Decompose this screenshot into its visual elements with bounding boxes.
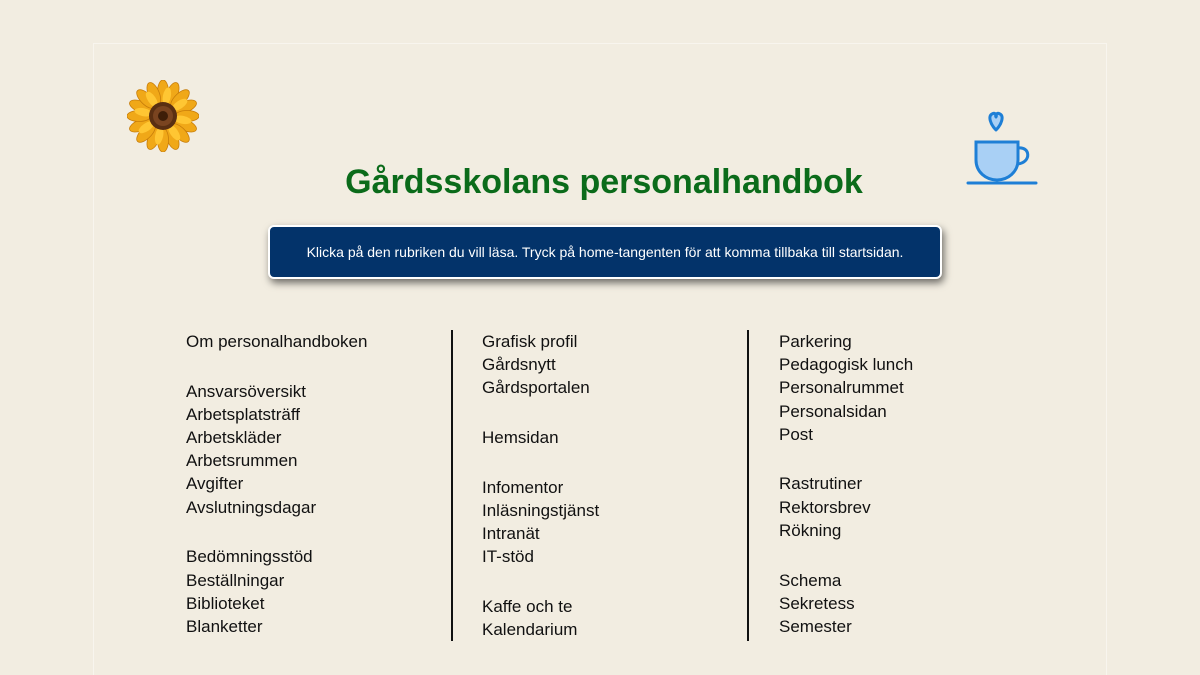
topic-link[interactable]: Rastrutiner	[779, 474, 863, 494]
topic-link[interactable]: Inläsningstjänst	[482, 500, 600, 520]
topic-link[interactable]: Biblioteket	[186, 593, 265, 613]
topic-link[interactable]: Intranät	[482, 524, 540, 544]
topic-link[interactable]: Rökning	[779, 520, 842, 540]
topic-link[interactable]: Parkering	[779, 332, 852, 351]
topic-link[interactable]: Personalsidan	[779, 401, 887, 421]
page-title: Gårdsskolans personalhandbok	[345, 163, 863, 201]
topic-link[interactable]: Hemsidan	[482, 428, 559, 448]
topic-column-2	[482, 330, 732, 641]
topic-link[interactable]: Beställningar	[186, 570, 285, 590]
topic-link[interactable]: Gårdsportalen	[482, 378, 590, 398]
topic-link[interactable]: Arbetskläder	[186, 428, 282, 448]
topic-link[interactable]: IT-stöd	[482, 547, 534, 567]
topic-link[interactable]: Post	[779, 424, 814, 444]
topic-link[interactable]: Avgifter	[186, 474, 244, 494]
topic-link[interactable]: Gårdsnytt	[482, 355, 556, 375]
topic-link[interactable]: Sekretess	[779, 593, 855, 613]
topic-link[interactable]: Om personalhandboken	[186, 332, 368, 351]
topic-link[interactable]: Rektorsbrev	[779, 497, 871, 517]
instruction-text: Klicka på den rubriken du vill läsa. Tryck på home-tangenten för att komma tillbaka till startsidan.	[306, 244, 904, 260]
topic-link[interactable]: Pedagogisk lunch	[779, 355, 914, 375]
topic-link[interactable]: Infomentor	[482, 477, 564, 497]
topic-link[interactable]: Avslutningsdagar	[186, 497, 317, 517]
topic-link[interactable]: Blanketter	[186, 616, 263, 636]
topic-link[interactable]: Kaffe och te	[482, 597, 573, 616]
topic-link[interactable]: Arbetsplatsträff	[186, 404, 301, 424]
instruction-banner	[268, 225, 942, 279]
topic-link[interactable]: Kalendarium	[482, 620, 578, 640]
topic-link[interactable]: Semester	[779, 616, 852, 636]
topic-link[interactable]: Bedömningsstöd	[186, 547, 313, 567]
topic-link[interactable]: Personalrummet	[779, 378, 904, 398]
topic-link[interactable]: Ansvarsöversikt	[186, 381, 306, 401]
column-divider-1	[451, 330, 453, 641]
topic-column-1	[186, 330, 436, 638]
column-divider-2	[747, 330, 749, 641]
topic-column-3	[779, 330, 1029, 638]
topic-link[interactable]: Schema	[779, 570, 842, 590]
topic-link[interactable]: Arbetsrummen	[186, 451, 298, 471]
sunflower-icon	[127, 80, 199, 152]
topic-link[interactable]: Grafisk profil	[482, 332, 578, 351]
